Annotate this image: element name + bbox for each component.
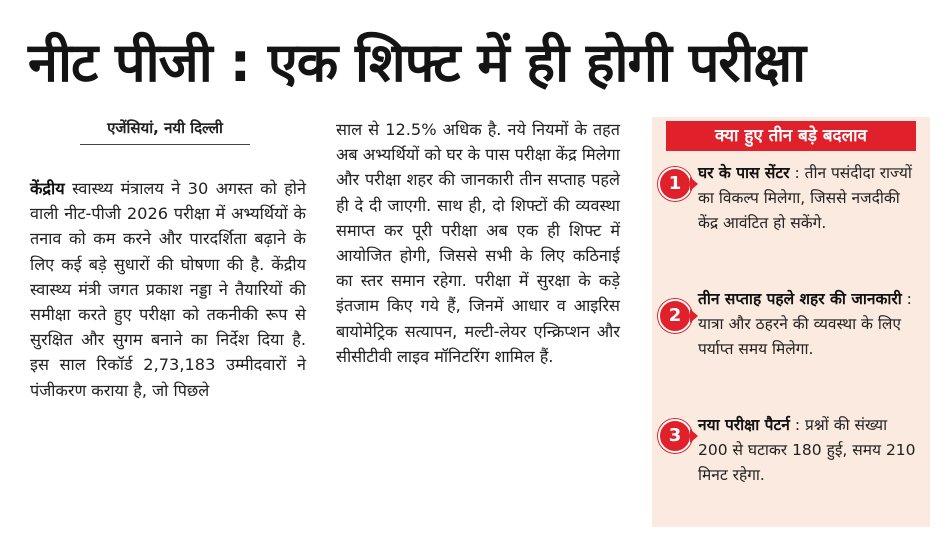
byline: एजेंसियां, नयी दिल्ली	[80, 118, 250, 145]
number-badge-1: 1	[658, 167, 692, 201]
change-item-body: : प्रश्नों की संख्या 200 से घटाकर 180 हुई, समय 210 मिनट रहेगा.	[698, 416, 916, 484]
lead-word: केंद्रीय	[30, 179, 65, 198]
change-item-body: : तीन पसंदीदा राज्यों का विकल्प मिलेगा, जिससे नजदीकी केंद्र आवंटित हो सकेंगे.	[698, 164, 912, 232]
number-badge-3: 3	[658, 419, 692, 453]
change-item-body: : यात्रा और ठहरने की व्यवस्था के लिए पर्याप्त समय मिलेगा.	[698, 290, 912, 358]
change-item-heading: नया परीक्षा पैटर्न	[698, 416, 790, 434]
change-item-heading: घर के पास सेंटर	[698, 164, 790, 182]
article-column-2	[336, 117, 620, 369]
article-paragraph	[30, 176, 306, 403]
column-2-text: साल से 12.5% अधिक है. नये नियमों के तहत अब अभ्यर्थियों को घर के पास परीक्षा केंद्र मिलेगा और परीक्षा शहर की जानकारी तीन सप्ताह पहले ही दे दी जाएगी. साथ ही, दो शिफ्टों की व्यवस्था समाप्त कर पूरी परीक्षा अब एक ही शिफ्ट में आयोजित होगी, जिससे सभी के लिए कठिनाई का स्तर समान रहेगा. परीक्षा में सुरक्षा के कड़े इंतजाम किए गये हैं, जिनमें आधार व आइरिस बायोमेट्रिक सत्यापन, मल्टी-लेयर एन्क्रिप्शन और सीसीटीवी लाइव मॉनिटरिंग शामिल हैं.	[336, 120, 620, 366]
article-column-1	[30, 176, 306, 403]
headline: नीट पीजी : एक शिफ्ट में ही होगी परीक्षा	[28, 31, 806, 94]
change-item-heading: तीन सप्ताह पहले शहर की जानकारी	[698, 290, 902, 308]
key-changes-box	[652, 117, 930, 527]
change-item-text	[698, 413, 920, 488]
column-1-text: स्वास्थ्य मंत्रालय ने 30 अगस्त को होने वाली नीट-पीजी 2026 परीक्षा में अभ्यर्थियों के तनाव को कम करने और पारदर्शिता बढ़ाने के लिए कई बड़े सुधारों की घोषणा की है. केंद्रीय स्वास्थ्य मंत्री जगत प्रकाश नड्डा ने तैयारियों की समीक्षा करते हुए परीक्षा को तकनीकी रूप से सुरक्षित और सुगम बनाने का निर्देश दिया है. इस साल रिकॉर्ड 2,73,183 उम्मीदवारों ने पंजीकरण कराया है, जो पिछले	[30, 179, 306, 400]
key-changes-title: क्या हुए तीन बड़े बदलाव	[666, 121, 916, 151]
number-badge-2: 2	[658, 299, 692, 333]
change-item-text	[698, 161, 920, 236]
change-item-text	[698, 287, 920, 362]
